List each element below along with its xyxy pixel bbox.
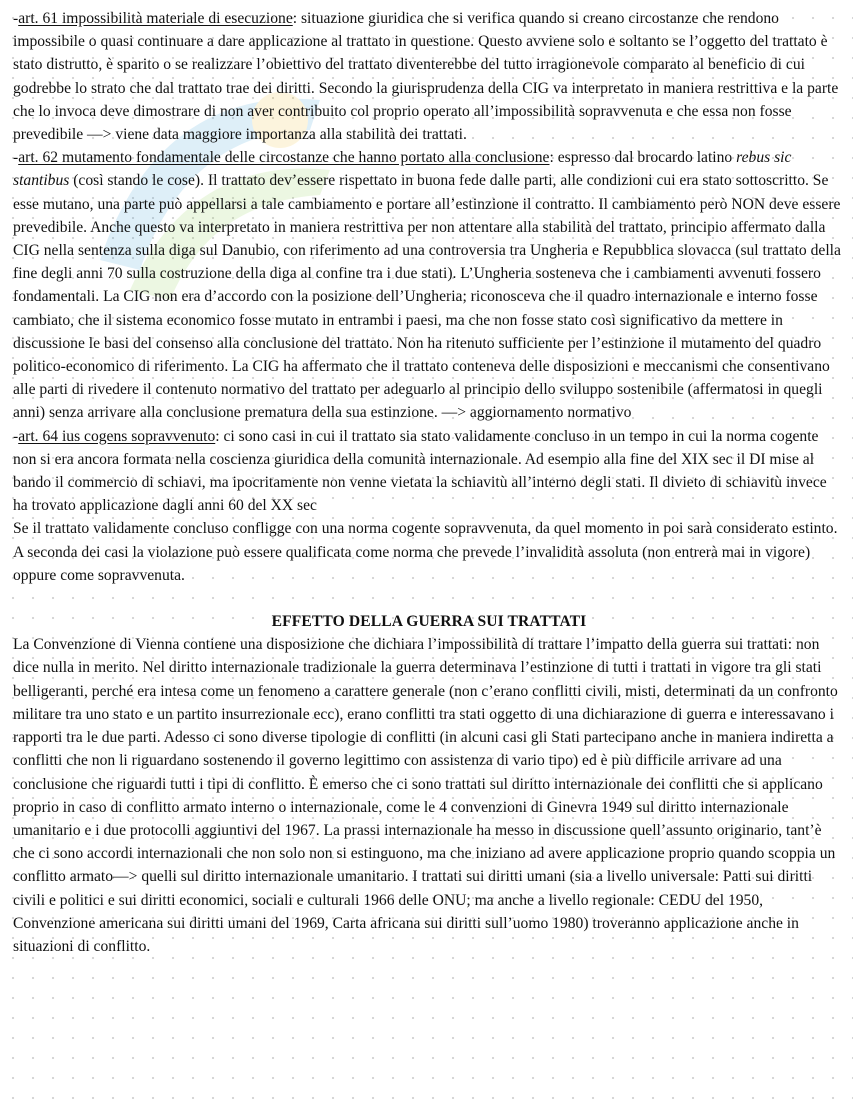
section-title: EFFETTO DELLA GUERRA SUI TRATTATI bbox=[271, 613, 587, 631]
paragraph-text: (così stando le cose). Il trattato dev’essere rispettato in buona fede dalle parti, alle condizioni cui era stato sottoscritto. Se esse mutano, una parte può appellarsi a tale cambiamento e portare all’estinzione il contratto. Il cambiamento però NON deve essere prevedibile. Anche questo va interpretato in maniera restrittiva per non attentare alla stabilità del trattato, principio affermato dalla CIG nella sentenza sulla diga sul Danubio, con riferimento ad una controversia tra Ungheria e Repubblica slovacca (sul trattato della fine degli anni 70 sulla costruzione della diga al confine tra i due stati). L’Ungheria sosteneva che i cambiamenti avvenuti fossero fondamentali. La CIG non era d’accordo con la posizione dell’Ungheria; riconosceva che il quadro internazionale e interno fosse cambiato, che il sistema economico fosse mutato in entrambi i paesi, ma che non fosse stato così significativo da mettere in discussione le basi del consenso alla conclusione del trattato. Non ha ritenuto sufficiente per l’estinzione il mutamento del quadro politico-economico di riferimento. La CIG ha affermato che il trattato conteneva delle disposizioni e meccanismi che consentivano alle parti di rivedere il contenuto normativo del trattato per adeguarlo al principio dello sviluppo sostenibile (affermatosi in quegli anni) senza arrivare alla conclusione prematura della sua estinzione. —> aggiornamento normativo bbox=[13, 172, 841, 422]
spacer bbox=[13, 587, 845, 610]
latin-phrase: rebus sic stantibus bbox=[13, 149, 792, 190]
document-page bbox=[13, 7, 845, 958]
article-heading-61: art. 61 impossibilità materiale di esecuzione bbox=[18, 10, 293, 27]
paragraph-jus-cogens-effect: Se il trattato validamente concluso confligge con una norma cogente sopravvenuta, da quel momento in poi sarà considerato estinto. A seconda dei casi la violazione può essere qualificata come norma che prevede l’invalidità assoluta (non entrerà mai in vigore) oppure come sopravvenuta. bbox=[13, 520, 838, 584]
paragraph-text: : espresso dal brocardo latino bbox=[549, 149, 737, 167]
paragraph-text: : ci sono casi in cui il trattato sia stato validamente concluso in un tempo in cui la norma cogente non si era ancora formata nella coscienza giuridica della comunità internazionale. Ad esempio alla fine del XIX sec il DI mise al bando il commercio di schiavi, ma ipocritamente non venne vietata la schiavitù all’interno degli stati. Il divieto di schiavitù invece ha trovato applicazione dagli anni 60 del XX sec bbox=[13, 427, 827, 515]
paragraph-art-64 bbox=[13, 425, 845, 518]
paragraph-war-effect: La Convenzione di Vienna contiene una disposizione che dichiara l’impossibilità di trattare l’impatto della guerra sui trattati: non dice nulla in merito. Nel diritto internazionale tradizionale la guerra determinava l’estinzione di tutti i trattati in vigore tra gli stati belligeranti, perché era intesa come un fenomeno a carattere generale (non c’erano conflitti civili, misti, determinati da un confronto militare tra uno stato e un partito insurrezionale ecc), erano conflitti tra stati oggetto di una dichiarazione di guerra e interessavano i rapporti tra le due parti. Adesso ci sono diverse tipologie di conflitti (in alcuni casi gli Stati partecipano anche in maniera indiretta a conflitti che non li riguardano sostenendo il governo legittimo con assistenza di vario tipo) ed è più difficile arrivare ad una conclusione che riguardi tutti i tipi di conflitto. È emerso che ci sono trattati sul diritto internazionale dei conflitti che si applicano proprio in caso di conflitto armato interno o internazionale, come le 4 convenzioni di Ginevra 1949 sul diritto internazionale umanitario e i due protocolli aggiuntivi del 1967. La prassi internazionale ha messo in discussione quell’assunto originario, tant’è che ci sono accordi internazionali che non solo non si estinguono, ma che iniziano ad avere applicazione proprio quando scoppia un conflitto armato—> quelli sul diritto internazionale umanitario. I trattati sui diritti umani (sia a livello universale: Patti sui diritti civili e politici e sui diritti economici, sociali e culturali 1966 delle ONU; ma anche a livello regionale: CEDU del 1950, Convenzione americana sui diritti umani del 1969, Carta africana sui diritti sull’uomo 1980) troveranno applicazione anche in situazioni di conflitto. bbox=[13, 636, 838, 955]
paragraph-art-62 bbox=[13, 146, 845, 424]
article-heading-62: art. 62 mutamento fondamentale delle circostanze che hanno portato alla conclusione bbox=[18, 149, 550, 167]
dash: - bbox=[13, 149, 19, 167]
paragraph-art-61 bbox=[13, 7, 845, 146]
dash: - bbox=[13, 427, 19, 445]
article-heading-64: art. 64 ius cogens sopravvenuto bbox=[18, 427, 216, 445]
dash: - bbox=[13, 10, 19, 27]
paragraph-text: : situazione giuridica che si verifica quando si creano circostanze che rendono impossibile o quasi continuare a dare applicazione al trattato in questione. Questo avviene solo e soltanto se l’oggetto del trattato è stato distrutto, è sparito o se realizzare l’obiettivo del trattato diventerebbe del tutto irragionevole comparato al beneficio di cui godrebbe lo strato che dal trattato trae dei diritti. Secondo la giurisprudenza della CIG va interpretato in maniera restrittiva e la parte che lo invoca deve dimostrare di non aver contribuito col proprio operato all’impossibilità sopravvenuta e che essa non fosse prevedibile —> viene data maggiore importanza alla stabilità dei trattati. bbox=[13, 10, 839, 144]
